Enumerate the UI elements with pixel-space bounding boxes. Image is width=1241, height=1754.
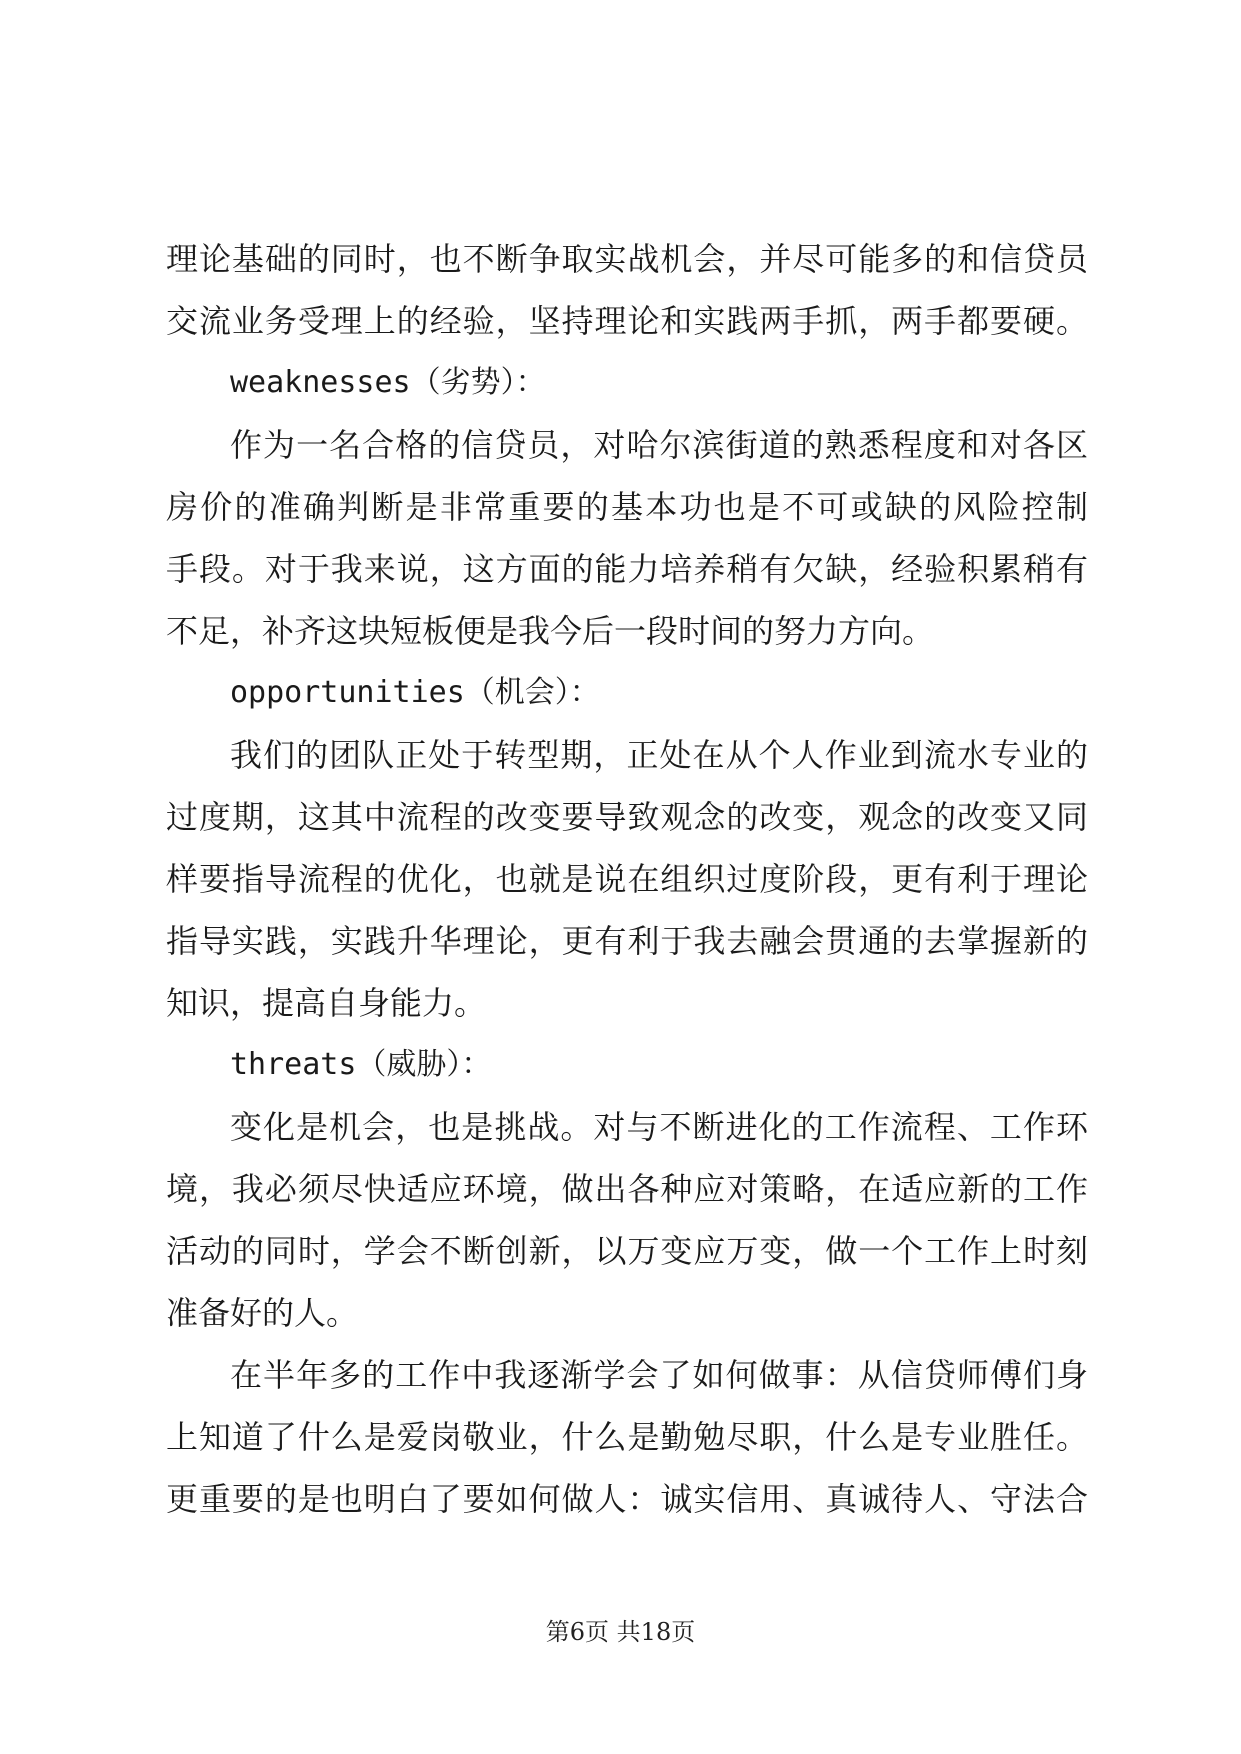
text-line: 准备好的人。 bbox=[166, 1294, 359, 1332]
section-heading-opportunities: opportunities（机会）： bbox=[230, 675, 600, 710]
text-line: 交流业务受理上的经验，坚持理论和实践两手抓，两手都要硬。 bbox=[166, 302, 1088, 340]
text-line: 境，我必须尽快适应环境，做出各种应对策略，在适应新的工作 bbox=[166, 1170, 1088, 1208]
section-heading-threats: threats（威胁）： bbox=[230, 1047, 492, 1082]
text-line: 更重要的是也明白了要如何做人：诚实信用、真诚待人、守法合 bbox=[166, 1480, 1088, 1518]
text-line: 手段。对于我来说，这方面的能力培养稍有欠缺，经验积累稍有 bbox=[166, 550, 1088, 588]
page-number-footer: 第6页 共18页 bbox=[545, 1618, 696, 1646]
document-body bbox=[166, 228, 1088, 1530]
text-line: 作为一名合格的信贷员，对哈尔滨街道的熟悉程度和对各区 bbox=[230, 426, 1088, 464]
text-line: 知识，提高自身能力。 bbox=[166, 984, 487, 1022]
text-line: 理论基础的同时，也不断争取实战机会，并尽可能多的和信贷员 bbox=[166, 240, 1088, 278]
text-line: 样要指导流程的优化，也就是说在组织过度阶段，更有利于理论 bbox=[166, 860, 1088, 898]
text-line: 活动的同时，学会不断创新，以万变应万变，做一个工作上时刻 bbox=[166, 1232, 1088, 1270]
text-line: 我们的团队正处于转型期，正处在从个人作业到流水专业的 bbox=[230, 736, 1088, 774]
text-line: 房价的准确判断是非常重要的基本功也是不可或缺的风险控制 bbox=[166, 488, 1088, 526]
text-line: 指导实践，实践升华理论，更有利于我去融会贯通的去掌握新的 bbox=[166, 922, 1088, 960]
section-heading-weaknesses: weaknesses（劣势）： bbox=[230, 365, 546, 400]
text-line: 过度期，这其中流程的改变要导致观念的改变，观念的改变又同 bbox=[166, 798, 1088, 836]
text-line: 上知道了什么是爱岗敬业，什么是勤勉尽职，什么是专业胜任。 bbox=[166, 1418, 1088, 1456]
text-line: 不足，补齐这块短板便是我今后一段时间的努力方向。 bbox=[166, 612, 935, 650]
text-line: 变化是机会，也是挑战。对与不断进化的工作流程、工作环 bbox=[230, 1108, 1088, 1146]
text-line: 在半年多的工作中我逐渐学会了如何做事：从信贷师傅们身 bbox=[230, 1356, 1088, 1394]
